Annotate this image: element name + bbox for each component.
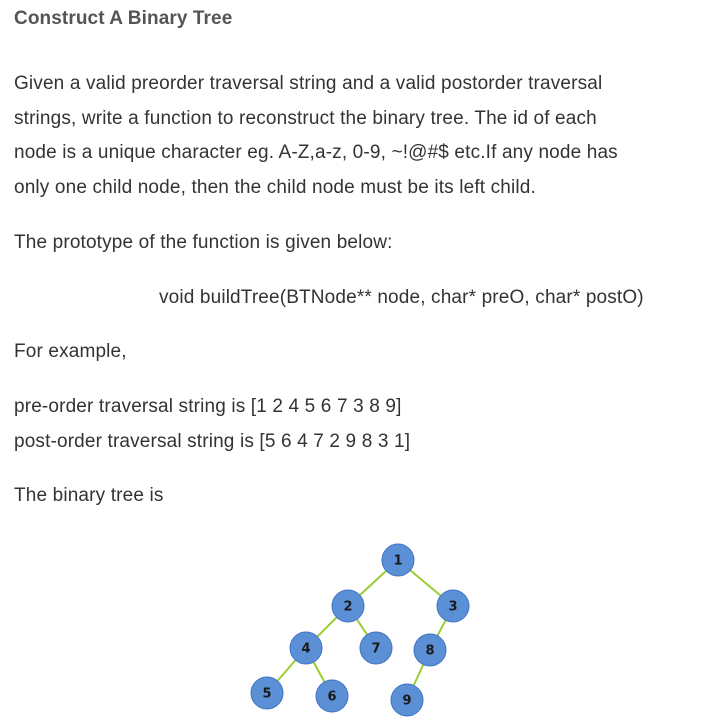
postorder-line: post-order traversal string is [5 6 4 7 2 9 8 3 1] bbox=[14, 430, 411, 452]
page-title: Construct A Binary Tree bbox=[14, 8, 233, 29]
example-intro bbox=[14, 335, 704, 370]
tree-node-label: 5 bbox=[262, 686, 272, 702]
function-signature: void buildTree(BTNode** node, char* preO, char* postO) bbox=[159, 287, 644, 308]
description-line: Given a valid preorder traversal string and a valid postorder traversal bbox=[14, 73, 603, 94]
tree-node-label: 4 bbox=[301, 641, 311, 657]
tree-node-7 bbox=[360, 632, 392, 664]
function-signature-block bbox=[159, 281, 704, 316]
tree-node-label: 8 bbox=[425, 643, 435, 659]
tree-node-label: 3 bbox=[448, 599, 458, 615]
tree-node-4 bbox=[290, 632, 322, 664]
example-label: For example, bbox=[14, 341, 127, 362]
binary-tree-diagram bbox=[230, 535, 490, 725]
tree-label: The binary tree is bbox=[14, 485, 164, 506]
tree-node-label: 6 bbox=[327, 689, 337, 705]
description-line: strings, write a function to reconstruct the binary tree. The id of each bbox=[14, 107, 597, 129]
description-line: node is a unique character eg. A-Z,a-z, 0-9, ~!@#$ etc.If any node has bbox=[14, 142, 618, 163]
tree-node-label: 2 bbox=[343, 599, 353, 615]
traversal-strings bbox=[14, 390, 704, 459]
prototype-text: The prototype of the function is given below: bbox=[14, 232, 393, 253]
tree-node-9 bbox=[391, 684, 423, 716]
tree-intro bbox=[14, 479, 704, 514]
tree-node-8 bbox=[414, 634, 446, 666]
tree-node-label: 9 bbox=[402, 693, 412, 709]
problem-description bbox=[14, 67, 704, 205]
tree-node-5 bbox=[251, 677, 283, 709]
tree-node-3 bbox=[437, 590, 469, 622]
prototype-intro bbox=[14, 226, 704, 261]
tree-node-label: 1 bbox=[393, 553, 403, 569]
tree-node-1 bbox=[382, 544, 414, 576]
tree-node-6 bbox=[316, 680, 348, 712]
tree-node-2 bbox=[332, 590, 364, 622]
preorder-line: pre-order traversal string is [1 2 4 5 6 7 3 8 9] bbox=[14, 396, 402, 417]
tree-node-label: 7 bbox=[371, 641, 381, 657]
description-line: only one child node, then the child node must be its left child. bbox=[14, 176, 536, 198]
